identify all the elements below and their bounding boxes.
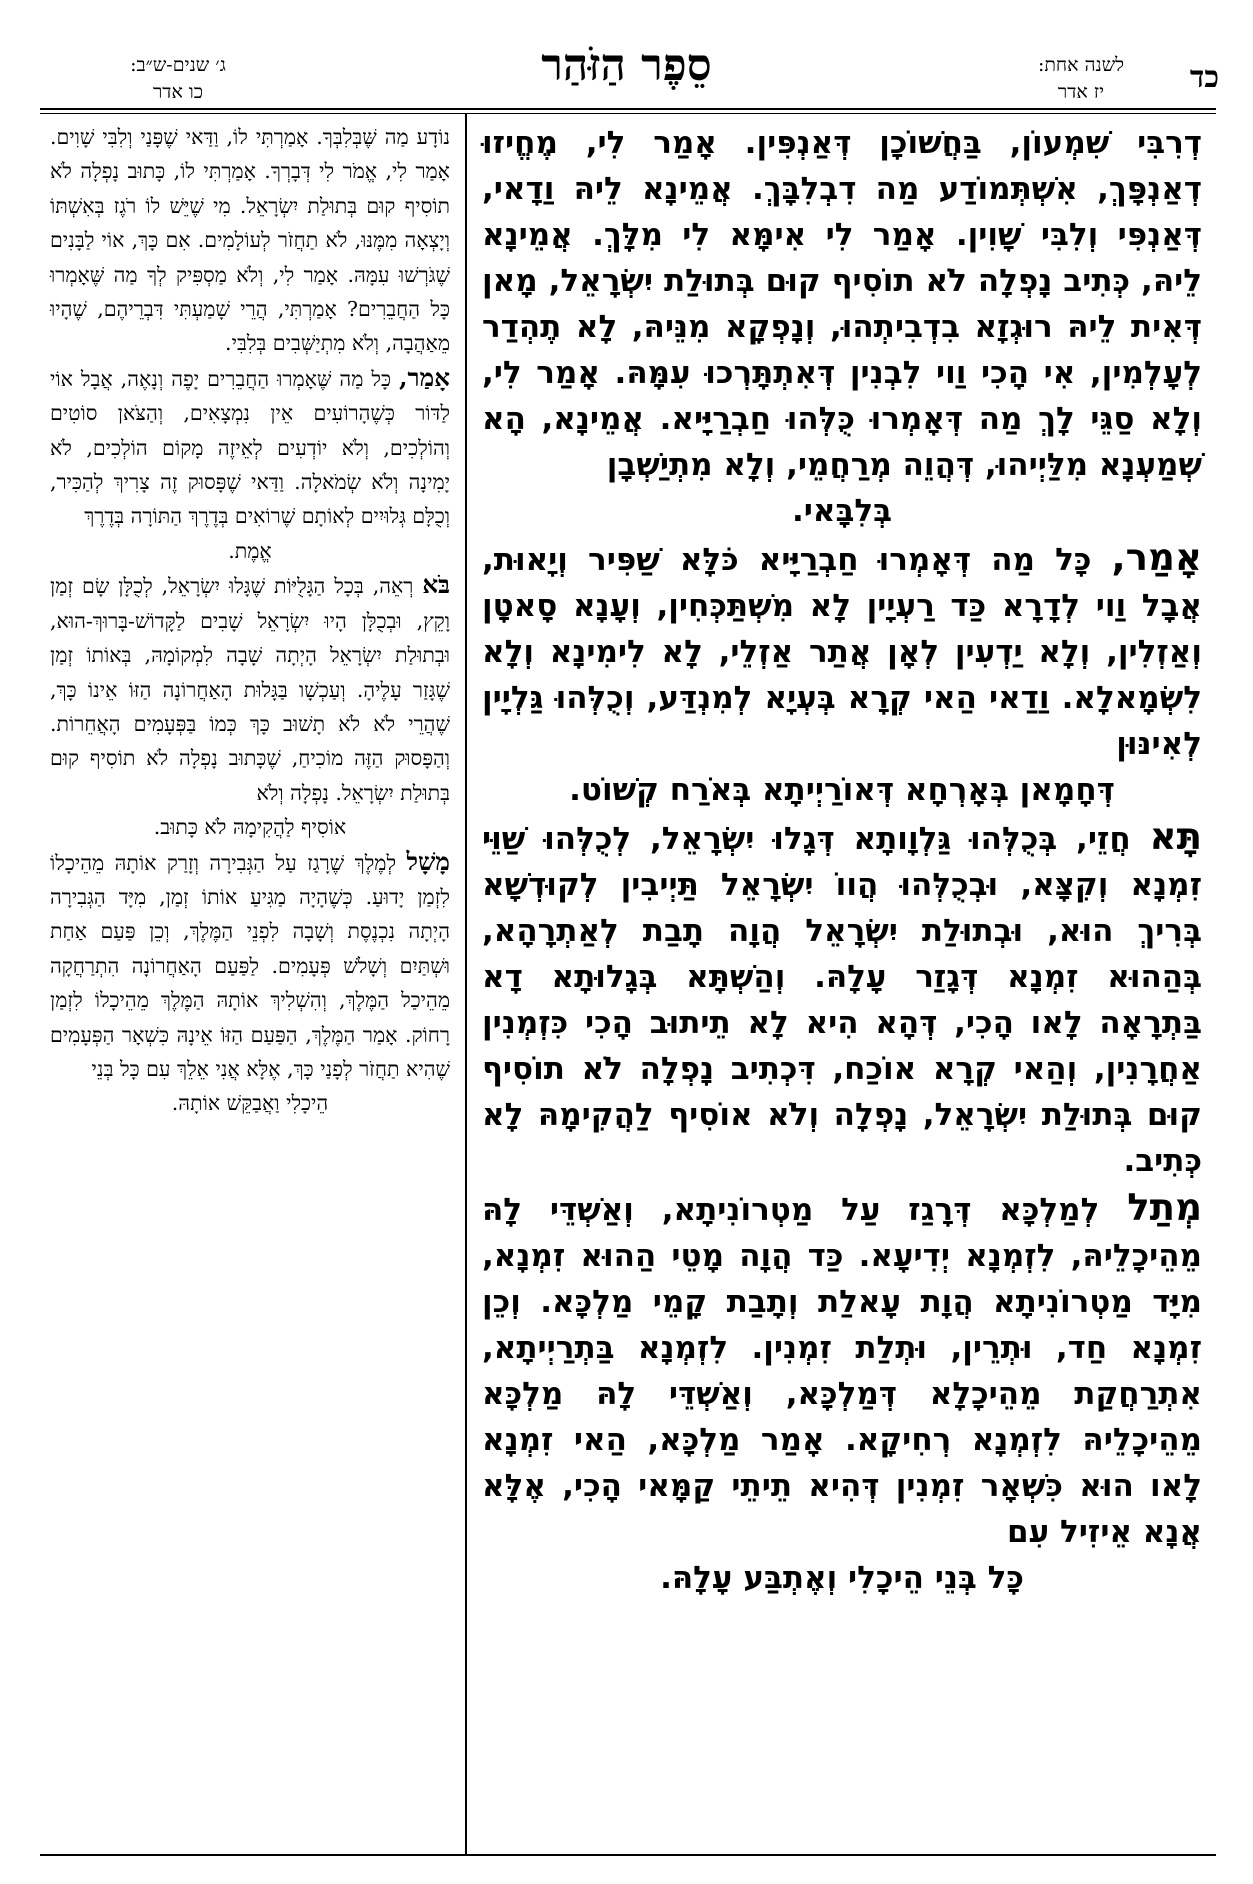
translation-paragraph-1: נוֹדָע מַה שֶּׁבְּלִבְּךָ. אָמַרְתִּי לוֹ, וַדַּאי שֶׁפָּנַי וְלִבִּי שָׁוִים. אָמַר לִי, אֱמֹר לִי דְּבָרְךָ. אָמַרְתִּי לוֹ, כָּתוּב נָפְלָה לֹא תוֹסִיף קוּם בְּתוּלַת יִשְׂרָאֵל. מִי שֶׁיֵּשׁ לוֹ רֹגֶז בְּאִשְׁתּוֹ וְיָצְאָה מִמֶּנּוּ, לֹא תַחֲזֹר לְעוֹלָמִים. אִם כָּךְ, אוֹי לַבָּנִים שֶׁגֹּרְשׁוּ עִמָּהּ. אָמַר לִי, וְלֹא מַסְפִּיק לְךָ מַה שֶּׁאָמְרוּ כָּל הַחֲבֵרִים? אָמַרְתִּי, הֲרֵי שָׁמַעְתִּי דִּבְרֵיהֶם, שֶׁהָיוּ מֵאַהֲבָה, וְלֹא מִתְיַשְּׁבִים בְּלִבִּי. — [50, 125, 450, 356]
translation-paragraph-3 — [50, 568, 450, 810]
page-title: סֵפֶר הַזֹּהַר — [541, 40, 712, 91]
header-left-schedule — [78, 52, 278, 106]
main-paragraph-1: דְרִבִּי שִׁמְעוֹן, בַּחֲשׁוֹכָן דְּאַנְפִּין. אָמַר לִי, מֶחֱיזוּ דְאַנְפָּךְ, אִשְׁתְּמוֹדַע מַה דִבְלִבָּךְ. אֲמֵינָא לֵיהּ וַדָאי, דְּאַנְפִּי וְלִבִּי שָׁוִין. אָמַר לִי אִימָּא לִי מִלָּךְ. אֲמֵינָא לֵיהּ, כְּתִיב נָפְלָה לֹא תוֹסִיף קוּם בְּתוּלַת יִשְׂרָאֵל, מָאן דְּאִית לֵיהּ רוּגְזָא בִדְבִיתְהוּ, וְנָפְקָא מִנֵּיהּ, לָא תֶהְדַר לְעָלְמִין, אִי הָכִי וַוי לִבְנִין דְּאִתְתָּרְכוּ עִמָּהּ. אָמַר לִי, וְלָא סַגֵּי לָךְ מַה דְּאָמְרוּ כֻּלְּהוּ חַבְרַיָּיא. אֲמֵינָא, הָא שְׁמַעְנָא מִלַּיְיהוּ, דְּהֲוֵה מְרַחֲמֵי, וְלָא מִתְיַשְׁבָן — [482, 125, 1202, 483]
header-right-line1: לשנה אחת: — [1037, 54, 1125, 76]
header-left-line2: כו אדר — [152, 81, 204, 103]
main-text-column — [482, 120, 1202, 1601]
translation-paragraph-2-lead: אָמַר, — [398, 362, 450, 392]
translation-paragraph-3-end: אוֹסִיף לַהֲקִימָהּ לֹא כָּתוּב. — [153, 815, 347, 840]
page-number: כד — [1189, 60, 1219, 95]
translation-paragraph-3-body: רְאֵה, בְּכָל הַגָּלֻיּוֹת שֶׁגָּלוּ יִשְׂרָאֵל, לְכֻלָּן שָׂם זְמַן וָקֵץ, וּבְכֻלָּן הָיוּ יִשְׂרָאֵל שָׁבִים לַקָּדוֹשׁ-בָּרוּךְ-הוּא, וּבְתוּלַת יִשְׂרָאֵל הָיְתָה שָׁבָה לִמְקוֹמָהּ, בְּאוֹתוֹ זְמַן שֶׁגָּזַר עָלֶיהָ. וְעַכְשָׁו בַּגָּלוּת הָאַחֲרוֹנָה הַזּוֹ אֵינוֹ כָּךְ, שֶׁהֲרֵי לֹא לֹא תָשׁוּב כָּךְ כְּמוֹ בַּפְּעָמִים הָאֲחֵרוֹת. וְהַפָּסוּק הַזֶּה מוֹכִיחַ, שֶׁכָּתוּב נָפְלָה לֹא תוֹסִיף קוּם בְּתוּלַת יִשְׂרָאֵל. נָפְלָה וְלֹא — [50, 574, 450, 805]
translation-paragraph-4-body: לְמֶלֶךְ שֶׁרָגַז עַל הַגְּבִירָה וְזָרַק אוֹתָהּ מֵהֵיכָלוֹ לִזְמַן יָדוּעַ. כְּשֶׁהָיָה מַגִּיעַ אוֹתוֹ זְמַן, מִיָּד הַגְּבִירָה הָיְתָה נִכְנֶסֶת וְשָׁבָה לִפְנֵי הַמֶּלֶךְ, וְכֵן פַּעַם אַחַת וּשְׁתַּיִם וְשָׁלֹשׁ פְּעָמִים. לַפַּעַם הָאַחֲרוֹנָה הִתְרַחֲקָה מֵהֵיכַל הַמֶּלֶךְ, וְהִשְׁלִיךְ אוֹתָהּ הַמֶּלֶךְ מֵהֵיכָלוֹ לִזְמַן רָחוֹק. אָמַר הַמֶּלֶךְ, הַפַּעַם הַזּוֹ אֵינָהּ כִּשְׁאָר הַפְּעָמִים שֶׁהִיא תַחֲזֹר לְפָנַי כָּךְ, אֶלָּא אֲנִי אֵלֵךְ עִם כָּל בְּנֵי — [50, 850, 450, 1081]
main-paragraph-3 — [482, 813, 1202, 1184]
translation-paragraph-3-lead: בֹּא — [422, 570, 450, 600]
column-divider — [465, 114, 467, 1854]
translation-paragraph-2-end: אֱמֶת. — [228, 538, 272, 563]
main-paragraph-2-body: כָּל מַה דְּאָמְרוּ חַבְרַיָּיא כֹּלָּא שַׁפִּיר וְיָאוּת, אֲבָל וַוי לְדָרָא כַּד רַעְיָין לָא מִשְׁתַּכְּחִין, וְעָנָא סָאטָן וְאַזְלִין, וְלָא יַדְעִין לְאָן אֲתַר אַזְלֵי, לָא לִימִינָא וְלָא לִשְׂמָאלָא. וַדַאי הַאי קְרָא בְּעְיָא לְמִנְדַּע, וְכֻלְּהוּ גַּלְיָין לְאִינּוּן — [482, 542, 1202, 762]
main-paragraph-4-body: לְמַלְכָּא דְּרָגַז עַל מַטְרוֹנִיתָא, וְאַשְׁדֵּי לָהּ מֵהֵיכָלֵיהּ, לִזְמְנָא יְדִיעָא. כַּד הֲוָה מָטֵי הַהוּא זִמְנָא, מִיָּד מַטְרוֹנִיתָא הֲוָת עָאלַת וְתָבַת קָמֵי מַלְכָּא. וְכֵן זִמְנָא חַד, וּתְרֵין, וּתְלַת זִמְנִין. לִזְמְנָא בַּתְרַיְיתָא, אִתְרַחֲקַת מֵהֵיכָלָא דְּמַלְכָּא, וְאַשְׁדֵּי לָהּ מַלְכָּא מֵהֵיכָלֵיהּ לִזְמְנָא רְחִיקָא. אָמַר מַלְכָּא, הַאי זִמְנָא לָאו הוּא כִּשְׁאָר זִמְנִין דְּהִיא תֵיתֵי קַמָּאי הָכִי, אֶלָּא אֲנָא אֵיזִיל עִם — [482, 1192, 1202, 1550]
header-right-schedule — [1021, 52, 1141, 106]
main-paragraph-3-lead: תָּא — [1149, 814, 1202, 858]
main-paragraph-1-end: בְּלִבָּאי. — [791, 493, 893, 529]
header-right-line2: יז אדר — [1057, 81, 1105, 103]
header-rule-thin — [40, 113, 1216, 114]
header-left-line1: ג׳ שנים-ש״ב: — [130, 54, 226, 76]
main-paragraph-3-body: חֲזֵי, בְּכֻלְּהוּ גַּלְוָותָא דְּגָלוּ יִשְׂרָאֵל, לְכֻלְּהוּ שַׁוֵּי זִמְנָא וְקִצָּא, וּבְכֻלְּהוּ הֲווֹ יִשְׂרָאֵל תַּיְיבִין לְקוּדְשָׁא בְּרִיךְ הוּא, וּבְתוּלַת יִשְׂרָאֵל הֲוָה תָבַת לְאַתְרָהָא, בְּהַהוּא זִמְנָא דְּגָזַר עָלָהּ. וְהַשְׁתָּא בְּגָלוּתָא דָא בַּתְרָאָה לָאו הָכִי, דְּהָא הִיא לָא תֵיתוּב הָכִי כִּזְמְנִין אַחֲרָנִין, וְהַאי קְרָא אוֹכַח, דִּכְתִיב נָפְלָה לֹא תוֹסִיף קוּם בְּתוּלַת יִשְׂרָאֵל, נָפְלָה וְלֹא אוֹסִיף לַהֲקִימָהּ לָא כְּתִיב. — [482, 821, 1202, 1179]
translation-paragraph-2 — [50, 361, 450, 534]
header-rule — [40, 108, 1216, 110]
main-paragraph-4-end: כָּל בְּנֵי הֵיכָלִי וְאֶתְבַּע עָלָהּ. — [660, 1560, 1024, 1596]
translation-paragraph-4 — [50, 845, 450, 1087]
main-paragraph-2-lead: אָמַר, — [1111, 535, 1202, 579]
footer-rule — [40, 1854, 1216, 1856]
main-paragraph-4-lead: מְתַל — [1127, 1185, 1202, 1229]
main-paragraph-2 — [482, 534, 1202, 767]
main-paragraph-2-end: דְּחָמָאן בְּאָרְחָא דְּאוֹרַיְיתָא בְּאֹרַח קְשׁוֹט. — [569, 772, 1115, 808]
translation-text-column — [50, 120, 450, 1121]
translation-paragraph-4-end: הֵיכָלִי וַאֲבַקֵּשׁ אוֹתָהּ. — [171, 1091, 329, 1116]
main-paragraph-4 — [482, 1184, 1202, 1555]
translation-paragraph-2-body: כָּל מַה שֶּׁאָמְרוּ הַחֲבֵרִים יָפֶה וְנָאֶה, אֲבָל אוֹי לַדּוֹר כְּשֶׁהָרוֹעִים אֵין נִמְצָאִים, וְהַצֹּאן סוֹטִים וְהוֹלְכִים, וְלֹא יוֹדְעִים לְאֵיזֶה מָקוֹם הוֹלְכִים, לֹא יָמִינָה וְלֹא שְׂמֹאלָה. וַדַּאי שֶׁפָּסוּק זֶה צָרִיךְ לְהַכִּיר, וְכֻלָּם גְּלוּיִים לְאוֹתָם שֶׁרוֹאִים בְּדֶרֶךְ הַתּוֹרָה בְּדֶרֶךְ — [50, 366, 450, 529]
translation-paragraph-4-lead: מָשָׁל — [406, 846, 450, 876]
